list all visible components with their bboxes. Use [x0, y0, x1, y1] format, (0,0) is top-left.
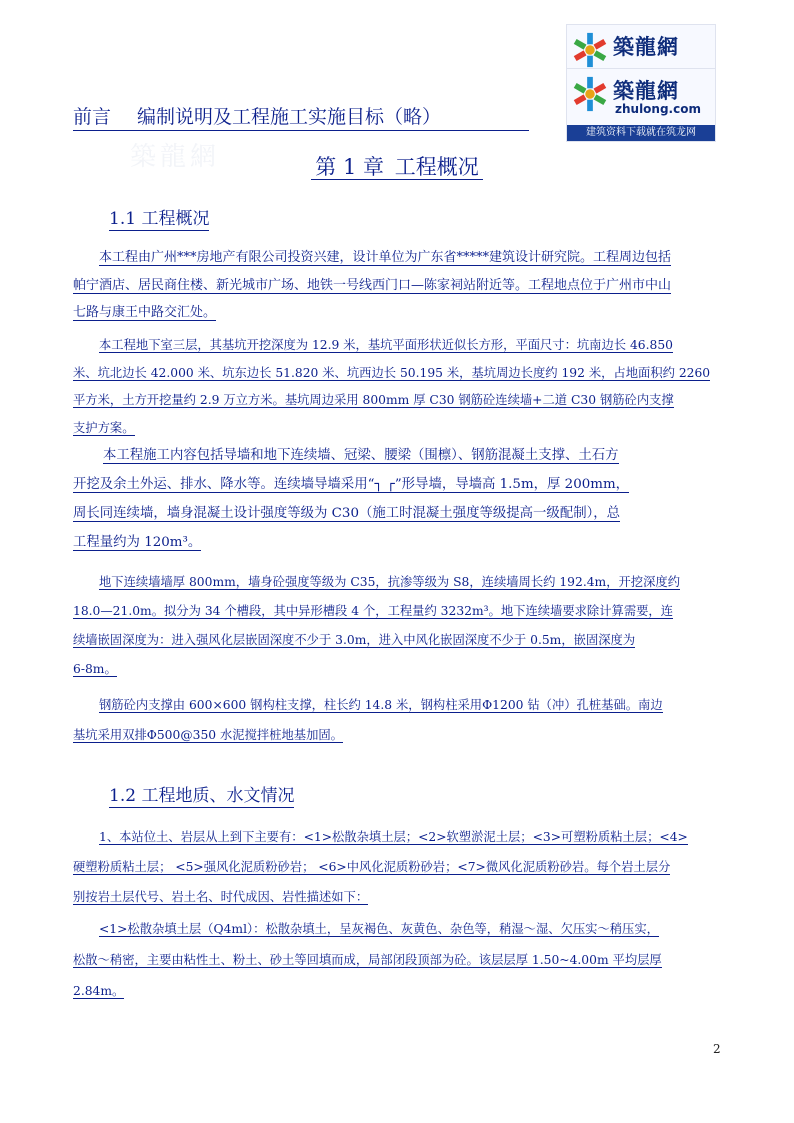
paragraph-line: 七路与康王中路交汇处。: [73, 305, 217, 321]
page-number: 2: [713, 1042, 721, 1056]
logo-slogan: 建筑资料下载就在筑龙网: [567, 125, 715, 141]
paragraph-line: 本工程施工内容包括导墙和地下连续墙、冠梁、腰梁（围檩）、钢筋混凝土支撑、土石方: [103, 448, 619, 463]
paragraph-line: 地下连续墙墙厚 800mm，墙身砼强度等级为 C35，抗渗等级为 S8，连续墙周长约 192.4m，开挖深度约: [99, 575, 680, 589]
zhulong-logo: [566, 68, 716, 142]
paragraph-line: 松散～稍密，主要由粘性土、粉土、砂土等回填而成，局部闭段顶部为砼。该层层厚 1.50~4.00m 平均层厚: [73, 953, 662, 967]
logo-brand-text: 築龍網: [613, 34, 679, 59]
paragraph-line: 6-8m。: [73, 662, 117, 676]
paragraph-line: 18.0—21.0m。拟分为 34 个槽段，其中异形槽段 4 个，工程量约 3232m³。地下连续墙要求除计算需要，连: [73, 604, 674, 618]
chapter-title: [0, 152, 794, 182]
paragraph-line: 米、坑北边长 42.000 米、坑东边长 51.820 米、坑西边长 50.195 米，基坑周边长度约 192 米，占地面积约 2260: [73, 365, 711, 380]
paragraph-line: <1>松散杂填土层（Q4ml）：松散杂填土，呈灰褐色、灰黄色、杂色等，稍湿～湿、欠压实～稍压实，: [99, 922, 659, 936]
paragraph-line: 工程量约为 120m³。: [73, 535, 202, 550]
paragraph: [73, 332, 721, 442]
paragraph-line: 本工程由广州***房地产有限公司投资兴建，设计单位为广东省*****建筑设计研究院。工程周边包括: [99, 250, 672, 265]
paragraph: [73, 690, 721, 750]
logo-brand-text: 築龍網: [613, 78, 679, 103]
paragraph-line: 平方米，土方开挖量约 2.9 万立方米。基坑周边采用 800mm 厚 C30 钢筋砼连续墙+二道 C30 钢筋砼内支撑: [73, 393, 674, 408]
chapter-name: 工程概况: [394, 155, 479, 179]
paragraph-line: 开挖及余土外运、排水、降水等。连续墙导墙采用“┐ ┌”形导墙，导墙高 1.5m，厚 200mm，: [73, 477, 630, 492]
paragraph-line: 基坑采用双排Φ500@350 水泥搅拌桩地基加固。: [73, 728, 343, 742]
paragraph-line: 钢筋砼内支撑由 600×600 钢构柱支撑，柱长约 14.8 米，钢构柱采用Φ1200 钻（冲）孔桩基础。南边: [99, 698, 663, 712]
paragraph-line: 支护方案。: [73, 420, 135, 435]
paragraph: [73, 441, 721, 557]
preface-title: 编制说明及工程施工实施目标（略）: [137, 106, 442, 128]
paragraph-line: 周长同连续墙，墙身混凝土设计强度等级为 C30（施工时混凝土强度等级提高一级配制），总: [73, 506, 621, 521]
section-title-1-2: 1.2 工程地质、水文情况: [109, 786, 295, 806]
paragraph-line: 1、本站位土、岩层从上到下主要有：<1>松散杂填土层；<2>软塑淤泥土层；<3>可塑粉质粘土层；<4>: [99, 830, 688, 844]
section-title-1-1: 1.1 工程概况: [109, 209, 210, 229]
paragraph-line: 续墙嵌固深度为：进入强风化层嵌固深度不少于 3.0m，进入中风化嵌固深度不少于 0.5m，嵌固深度为: [73, 633, 636, 647]
paragraph-line: 2.84m。: [73, 984, 125, 998]
paragraph: [73, 244, 721, 327]
paragraph: [73, 914, 721, 1007]
paragraph-line: 帕宁酒店、居民商住楼、新光城市广场、地铁一号线西门口—陈家祠站附近等。工程地点位于广州市中山: [73, 277, 672, 293]
chapter-number: 第 1 章: [315, 155, 385, 179]
watermark: 築龍網: [130, 142, 221, 172]
paragraph: [73, 568, 721, 684]
paragraph-line: 本工程地下室三层，其基坑开挖深度为 12.9 米，基坑平面形状近似长方形，平面尺寸：坑南边长 46.850: [99, 338, 674, 352]
preface-label: 前言: [73, 106, 112, 128]
logo-site-text: zhulong.com: [615, 102, 701, 116]
snowflake-logo-icon: [571, 75, 609, 113]
snowflake-logo-icon: [571, 31, 609, 69]
preface-heading: [73, 104, 529, 131]
paragraph-line: 硬塑粉质粘土层； <5>强风化泥质粉砂岩； <6>中风化泥质粉砂岩；<7>微风化泥质粉砂岩。每个岩土层分: [73, 860, 671, 874]
paragraph-line: 别按岩土层代号、岩土名、时代成因、岩性描述如下：: [73, 890, 369, 904]
paragraph: [73, 822, 721, 912]
